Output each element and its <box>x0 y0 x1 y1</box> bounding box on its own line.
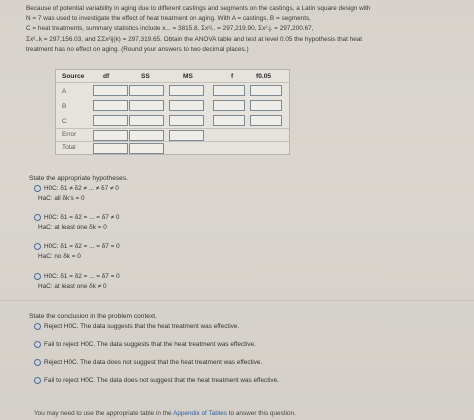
row-label-total: Total <box>62 144 76 151</box>
conclusion-text-3: Reject H0C. The data does not suggest that the heat treatment was effective. <box>44 359 263 367</box>
ms-b-input[interactable] <box>169 100 204 111</box>
anova-header-row <box>56 70 289 83</box>
conclusion-text-2: Fail to reject H0C. The data suggests that the heat treatment was effective. <box>44 341 256 349</box>
ss-error-input[interactable] <box>129 130 164 141</box>
hypothesis-h0-4: H0C: δ1 = δ2 = ... = δ7 = 0 <box>44 273 120 281</box>
header-f005: f0.05 <box>256 73 272 80</box>
hypothesis-option-4[interactable] <box>34 273 120 280</box>
hypothesis-h0-2: H0C: δ1 = δ2 = ... = δ7 ≠ 0 <box>44 214 120 222</box>
hypotheses-title: State the appropriate hypotheses. <box>29 175 128 182</box>
anova-table <box>55 69 290 155</box>
row-label-b: B <box>62 103 67 110</box>
df-c-input[interactable] <box>93 115 128 126</box>
f-c-input[interactable] <box>213 115 245 126</box>
row-label-c: C <box>62 118 67 125</box>
header-f: f <box>231 73 234 80</box>
header-source: Source <box>62 73 85 80</box>
radio-icon[interactable] <box>34 377 41 384</box>
footer-prefix: You may need to use the appropriate table in the <box>34 410 172 417</box>
df-b-input[interactable] <box>93 100 128 111</box>
f005-b-input[interactable] <box>250 100 282 111</box>
conclusion-option-4[interactable] <box>34 377 279 384</box>
f-b-input[interactable] <box>213 100 245 111</box>
radio-icon[interactable] <box>34 214 41 221</box>
header-ss: SS <box>141 73 150 80</box>
ss-total-input[interactable] <box>129 143 164 154</box>
problem-line-3: C = heat treatments, summary statistics include x... = 3815.8, Σx²i.. = 297,219.90, Σx².j. = 297,200.67, <box>26 25 314 33</box>
radio-icon[interactable] <box>34 273 41 280</box>
problem-line-1: Because of potential variability in aging due to different castings and segments on the castings, a Latin square design with <box>26 5 371 12</box>
problem-line-2: N = 7 was used to investigate the effect of heat treatment on aging. With A = castings, B = segments, <box>26 15 311 23</box>
ms-error-input[interactable] <box>169 130 204 141</box>
footer-note <box>34 410 296 417</box>
hypothesis-option-1[interactable] <box>34 185 119 192</box>
ss-b-input[interactable] <box>129 100 164 111</box>
row-divider <box>56 128 289 129</box>
conclusion-option-2[interactable] <box>34 341 256 348</box>
appendix-tables-link[interactable]: Appendix of Tables <box>173 410 227 417</box>
radio-icon[interactable] <box>34 243 41 250</box>
df-total-input[interactable] <box>93 143 128 154</box>
radio-icon[interactable] <box>34 323 41 330</box>
radio-icon[interactable] <box>34 359 41 366</box>
conclusion-option-1[interactable] <box>34 323 239 330</box>
footer-suffix: to answer this question. <box>228 410 296 417</box>
conclusion-title: State the conclusion in the problem context. <box>29 313 157 320</box>
ms-c-input[interactable] <box>169 115 204 126</box>
hypothesis-h0-1: H0C: δ1 ≠ δ2 ≠ ... ≠ δ7 ≠ 0 <box>44 185 119 193</box>
hypothesis-ha-4: HaC: at least one δk ≠ 0 <box>38 283 107 290</box>
section-divider <box>0 300 474 301</box>
hypothesis-ha-3: HaC: no δk = 0 <box>38 253 81 260</box>
f-a-input[interactable] <box>213 85 245 96</box>
radio-icon[interactable] <box>34 341 41 348</box>
conclusion-option-3[interactable] <box>34 359 262 366</box>
hypothesis-option-3[interactable] <box>34 243 120 250</box>
ms-a-input[interactable] <box>169 85 204 96</box>
conclusion-text-1: Reject H0C. The data suggests that the heat treatment was effective. <box>44 323 240 331</box>
hypothesis-ha-1: HaC: all δk's = 0 <box>38 195 85 202</box>
hypothesis-h0-3: H0C: δ1 = δ2 = ... = δ7 = 0 <box>44 243 120 251</box>
f005-a-input[interactable] <box>250 85 282 96</box>
row-label-error: Error <box>62 131 77 138</box>
header-ms: MS <box>183 73 193 80</box>
row-divider <box>56 141 289 142</box>
hypothesis-option-2[interactable] <box>34 214 119 221</box>
f005-c-input[interactable] <box>250 115 282 126</box>
problem-statement <box>26 4 466 55</box>
hypothesis-ha-2: HaC: at least one δk = 0 <box>38 224 107 231</box>
df-a-input[interactable] <box>93 85 128 96</box>
ss-a-input[interactable] <box>129 85 164 96</box>
conclusion-text-4: Fail to reject H0C. The data does not suggest that the heat treatment was effective. <box>44 377 279 385</box>
problem-line-4: Σx²..k = 297,156.03, and ΣΣx²ij(k) = 297,319.65. Obtain the ANOVA table and test at level 0.05 the hypothesis that heat <box>26 35 363 43</box>
radio-icon[interactable] <box>34 185 41 192</box>
ss-c-input[interactable] <box>129 115 164 126</box>
row-label-a: A <box>62 88 67 95</box>
problem-line-5: treatment has no effect on aging. (Round your answers to two decimal places.) <box>26 45 249 53</box>
df-error-input[interactable] <box>93 130 128 141</box>
header-df: df <box>103 73 110 80</box>
